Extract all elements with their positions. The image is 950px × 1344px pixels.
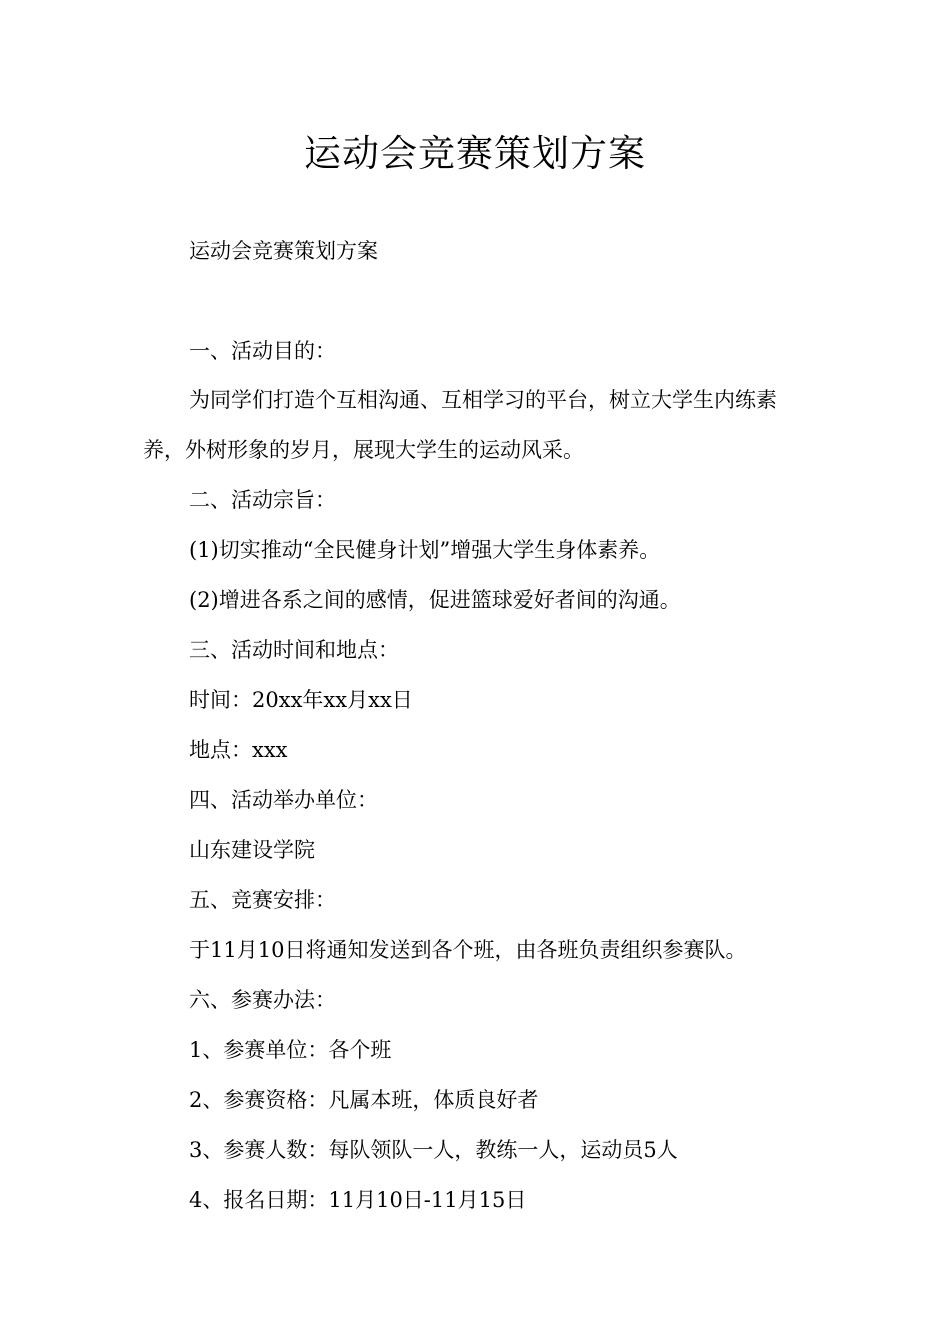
- section-heading-purpose: 一、活动目的：: [189, 339, 336, 363]
- section-heading-organizer: 四、活动举办单位：: [189, 788, 378, 812]
- section-heading-aim: 二、活动宗旨：: [189, 488, 336, 512]
- document-subtitle: 运动会竞赛策划方案: [189, 239, 378, 263]
- document-title: 运动会竞赛策划方案: [304, 132, 646, 175]
- paragraph-organizer: 山东建设学院: [189, 838, 315, 862]
- section-heading-method: 六、参赛办法：: [189, 988, 336, 1012]
- section-heading-arrangement: 五、竞赛安排：: [189, 888, 336, 912]
- paragraph-aim-2: (2)增进各系之间的感情，促进篮球爱好者间的沟通。: [189, 588, 681, 612]
- paragraph-method-2: 2、参赛资格：凡属本班，体质良好者: [189, 1088, 539, 1112]
- paragraph-method-1: 1、参赛单位：各个班: [189, 1038, 392, 1062]
- paragraph-method-3: 3、参赛人数：每队领队一人，教练一人，运动员5人: [189, 1138, 678, 1162]
- paragraph-arrangement: 于11月10日将通知发送到各个班，由各班负责组织参赛队。: [189, 938, 747, 962]
- paragraph-method-4: 4、报名日期：11月10日-11月15日: [189, 1188, 527, 1212]
- paragraph-place: 地点：xxx: [189, 738, 288, 762]
- paragraph-aim-1: (1)切实推动“全民健身计划”增强大学生身体素养。: [189, 538, 661, 562]
- section-heading-time-place: 三、活动时间和地点：: [189, 638, 399, 662]
- paragraph-time: 时间：20xx年xx月xx日: [189, 688, 413, 712]
- paragraph-purpose: 为同学们打造个互相沟通、互相学习的平台，树立大学生内练素养，外树形象的岁月，展现大学生的运动风采。: [143, 388, 777, 462]
